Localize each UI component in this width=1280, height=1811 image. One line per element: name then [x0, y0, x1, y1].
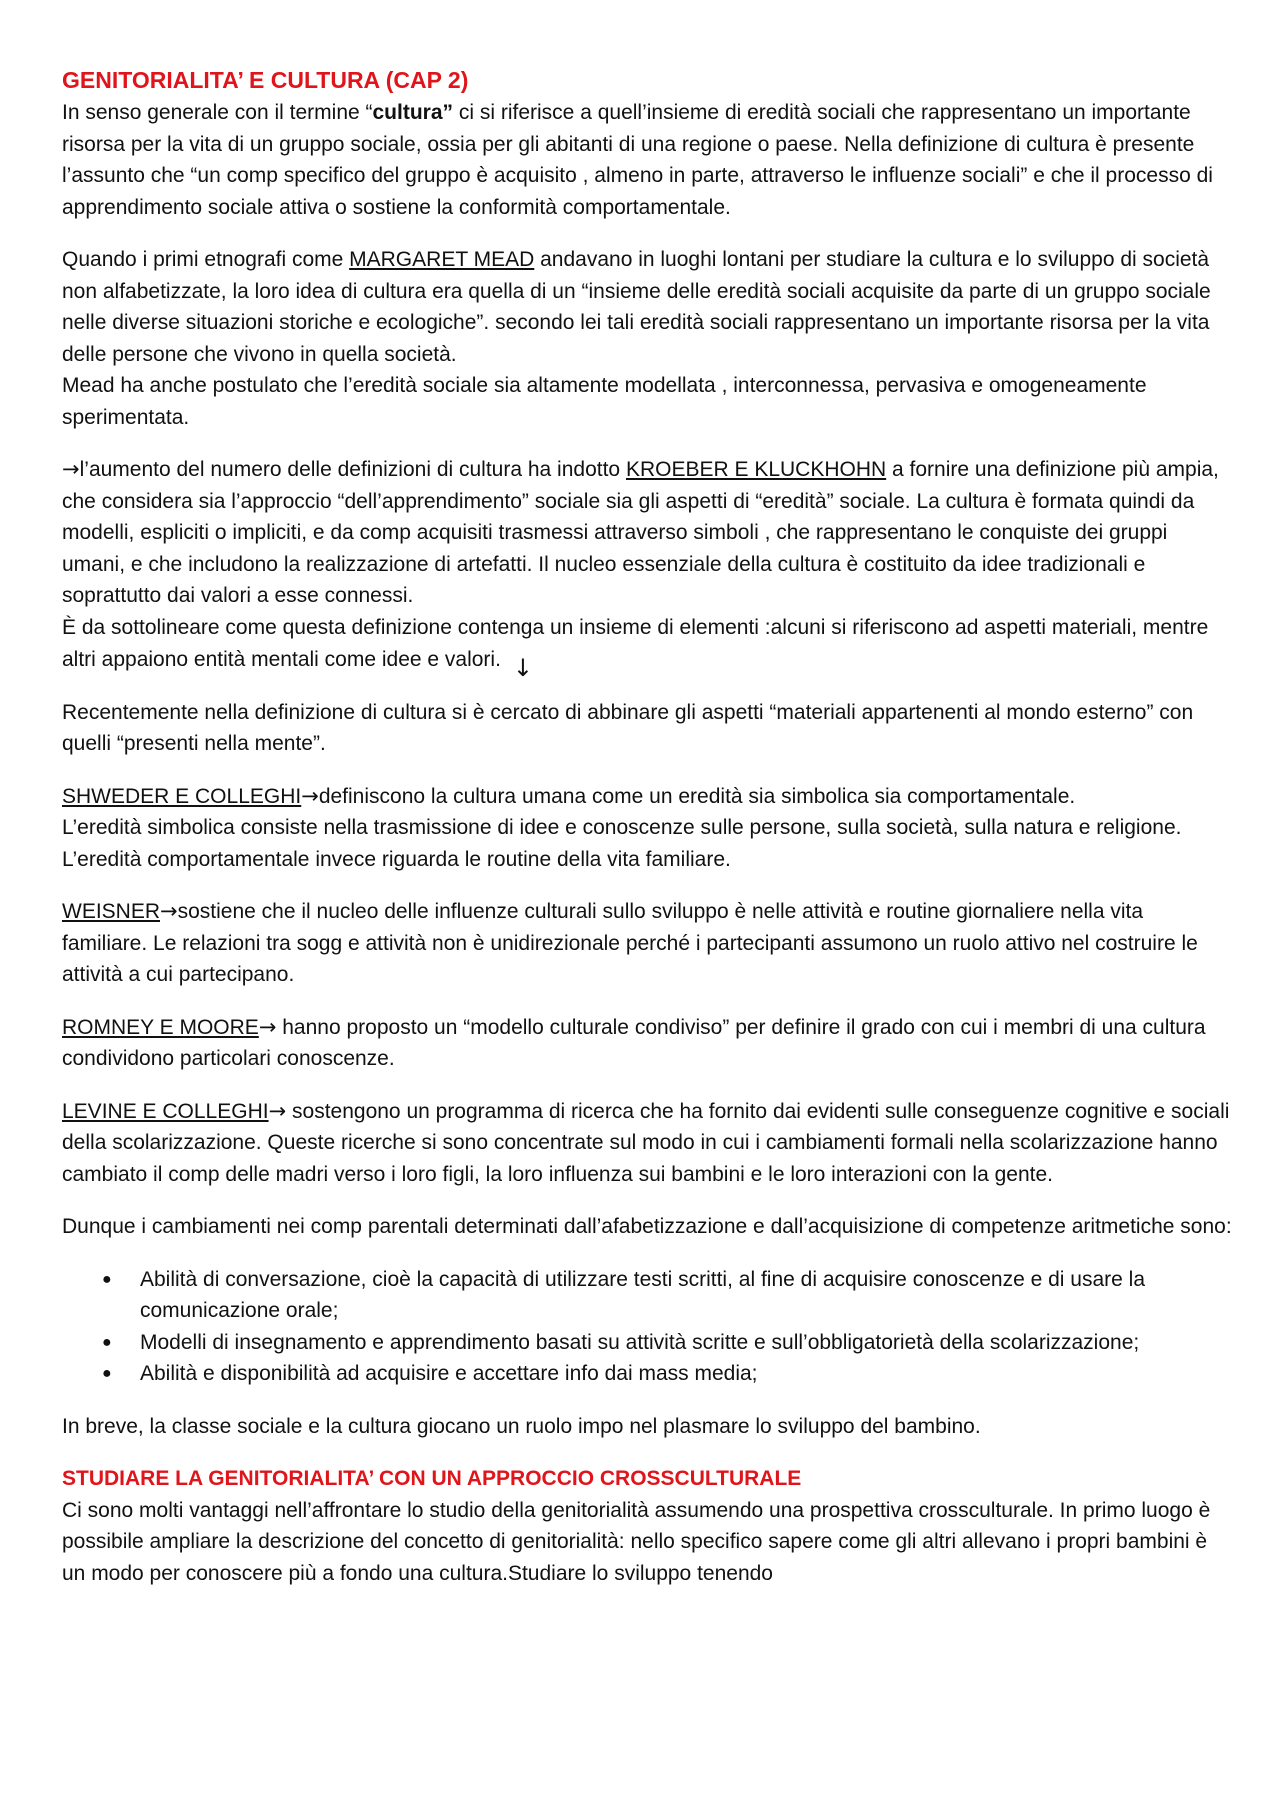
- right-arrow-icon: →: [258, 1014, 277, 1039]
- paragraph-summary: In breve, la classe sociale e la cultura giocano un ruolo impo nel plasmare lo sviluppo del bambino.: [62, 1414, 981, 1438]
- bullet-icon: ●: [102, 1270, 112, 1288]
- author-kroeber-kluckhohn: KROEBER E KLUCKHOHN: [625, 458, 887, 481]
- paragraph-levine: LEVINE E COLLEGHI→ sostengono un programma di ricerca che ha fornito dai evidenti sulle conseguenze cognitive e sociali della scolarizzazione. Queste ricerche si sono concentrate sul modo in cui i cambiamenti formali nella scolarizzazione hanno cambiato il comp delle madri verso i loro figli, la loro influenza sui bambini e le loro interazioni con la gente.: [62, 1098, 1230, 1186]
- paragraph-weisner: WEISNER→sostiene che il nucleo delle influenze culturali sullo sviluppo è nelle attività e routine giornaliere nella vita familiare. Le relazioni tra sogg e attività non è unidirezionale perché i partecipanti assumono un ruolo attivo nel costruire le attività a cui partecipano.: [62, 899, 1198, 986]
- list-item: ● Abilità di conversazione, cioè la capacità di utilizzare testi scritti, al fine di acquisire conoscenze e di usare la comunicazione orale;: [140, 1264, 1232, 1327]
- right-arrow-icon: →: [268, 1098, 287, 1123]
- section-subtitle: STUDIARE LA GENITORIALITA’ CON UN APPROCCIO CROSSCULTURALE: [62, 1467, 802, 1490]
- paragraph-parental-changes: Dunque i cambiamenti nei comp parentali determinati dall’afabetizzazione e dall’acquisizione di competenze aritmetiche sono:: [62, 1215, 1232, 1238]
- paragraph-kroeber-kluckhohn: →l’aumento del numero delle definizioni di cultura ha indotto KROEBER E KLUCKHOHN a fornire una definizione più ampia, che considera sia l’approccio “dell’apprendimento” sociale sia gli aspetti di “eredità” sociale. La cultura è formata quindi da modelli, espliciti o impliciti, e da comp acquisiti trasmessi attraverso simboli , che rappresentano le conquiste dei gruppi umani, e che includono la realizzazione di artefatti. Il nucleo essenziale della cultura è costituito da idee tradizionali e soprattutto dai valori a esse connessi. È da sottolineare come questa definizione contenga un insieme di elementi :alcuni si riferiscono ad aspetti materiali, mentre altri appaiono entità mentali come idee e valori. ↓: [62, 454, 1232, 676]
- list-item: ● Abilità e disponibilità ad acquisire e accettare info dai mass media;: [140, 1358, 1232, 1390]
- paragraph-romney-moore: ROMNEY E MOORE→ hanno proposto un “modello culturale condiviso” per definire il grado con cui i membri di una cultura condividono particolari conoscenze.: [62, 1014, 1206, 1070]
- paragraph-culture-definition: In senso generale con il termine “cultura” ci si riferisce a quell’insieme di eredità sociali che rappresentano un importante risorsa per la vita di un gruppo sociale, ossia per gli abitanti di una regione o paese. Nella definizione di cultura è presente l’assunto che “un comp specifico del gruppo è acquisito , almeno in parte, attraverso le influenze sociali” e che il processo di apprendimento sociale attiva o sostiene la conformità comportamentale.: [62, 101, 1213, 219]
- bullet-icon: ●: [102, 1333, 112, 1351]
- author-shweder: SHWEDER E COLLEGHI: [62, 784, 302, 808]
- bullet-list: [62, 1264, 1232, 1390]
- down-arrow-icon: ↓: [512, 654, 534, 682]
- bold-term-cultura: cultura”: [372, 101, 454, 124]
- author-levine: LEVINE E COLLEGHI: [62, 1099, 269, 1123]
- paragraph-recent-definition: Recentemente nella definizione di cultura si è cercato di abbinare gli aspetti “materiali appartenenti al mondo esterno” con quelli “presenti nella mente”.: [62, 700, 1194, 755]
- author-romney-moore: ROMNEY E MOORE: [62, 1015, 259, 1039]
- bullet-icon: ●: [102, 1365, 112, 1382]
- right-arrow-icon: →: [160, 899, 178, 923]
- author-weisner: WEISNER: [62, 900, 161, 923]
- document-page: [62, 64, 1232, 1610]
- right-arrow-icon: →: [62, 457, 80, 481]
- author-margaret-mead: MARGARET MEAD: [349, 248, 535, 271]
- document-title: GENITORIALITA’ E CULTURA (CAP 2): [62, 67, 469, 93]
- paragraph-crosscultural: Ci sono molti vantaggi nell’affrontare lo studio della genitorialità assumendo una prospettiva crossculturale. In primo luogo è possibile ampliare la descrizione del concetto di genitorialità: nello specifico sapere come gli altri allevano i propri bambini è un modo per conoscere più a fondo una cultura.Studiare lo sviluppo tenendo: [62, 1498, 1211, 1585]
- right-arrow-icon: →: [301, 783, 319, 808]
- paragraph-shweder: SHWEDER E COLLEGHI→definiscono la cultura umana come un eredità sia simbolica sia comportamentale. L’eredità simbolica consiste nella trasmissione di idee e conoscenze sulle persone, sulla società, sulla natura e religione. L’eredità comportamentale invece riguarda le routine della vita familiare.: [62, 783, 1182, 871]
- paragraph-mead: Quando i primi etnografi come MARGARET MEAD andavano in luoghi lontani per studiare la cultura e lo sviluppo di società non alfabetizzate, la loro idea di cultura era quella di un “insieme delle eredità sociali acquisite da parte di un gruppo sociale nelle diverse situazioni storiche e ecologiche”. secondo lei tali eredità sociali rappresentano un importante risorsa per la vita delle persone che vivono in quella società. Mead ha anche postulato che l’eredità sociale sia altamente modellata , interconnessa, pervasiva e omogeneamente sperimentata.: [62, 248, 1211, 429]
- list-item: ● Modelli di insegnamento e apprendimento basati su attività scritte e sull’obbligatorietà della scolarizzazione;: [140, 1327, 1232, 1359]
